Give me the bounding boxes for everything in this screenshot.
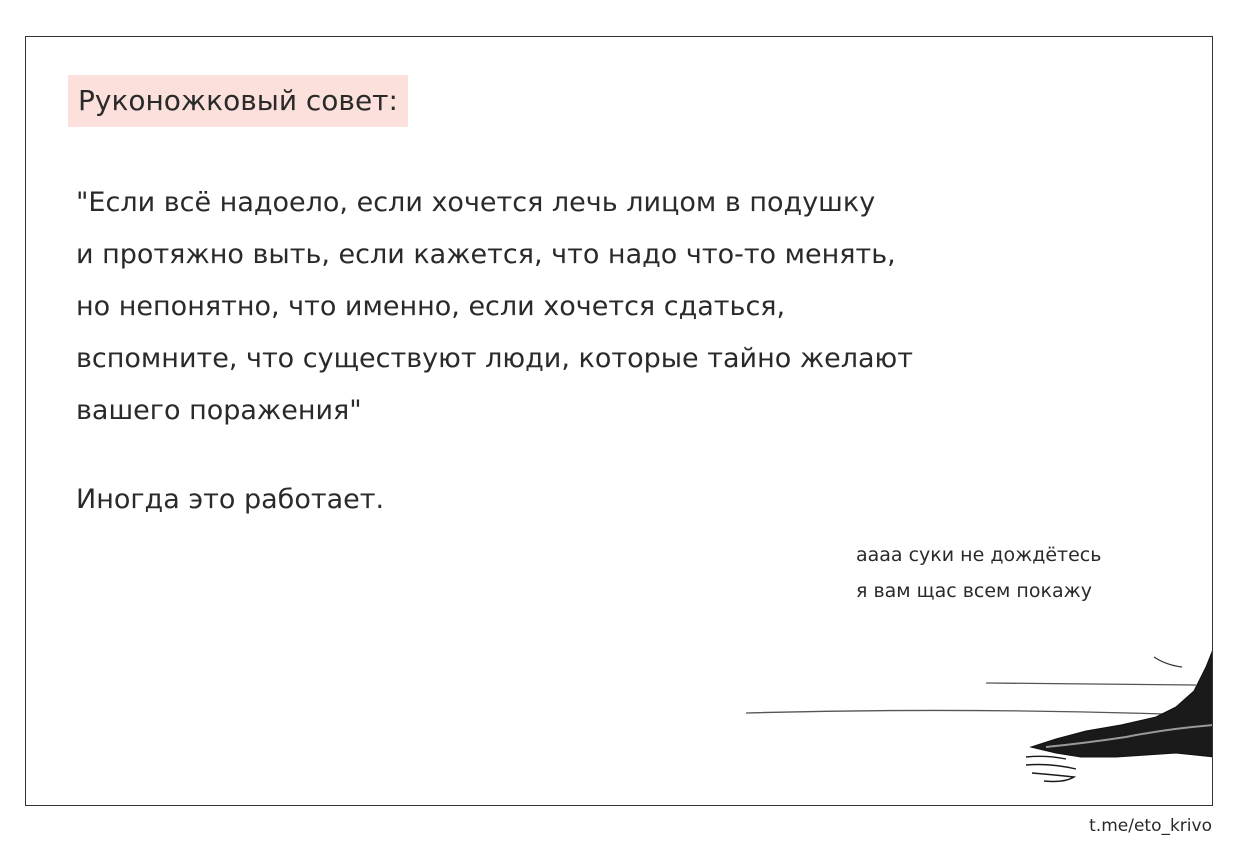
advice-quote bbox=[76, 177, 913, 437]
speech-line: я вам щас всем покажу bbox=[856, 580, 1092, 602]
panel-title: Руконожковый совет: bbox=[68, 75, 408, 127]
speech-line: аааа суки не дождётесь bbox=[856, 544, 1102, 566]
quote-line: но непонятно, что именно, если хочется сдаться, bbox=[76, 291, 786, 322]
speech-text bbox=[856, 537, 1101, 609]
quote-line: вспомните, что существуют люди, которые тайно желают bbox=[76, 343, 914, 374]
conclusion-text: Иногда это работает. bbox=[76, 484, 385, 515]
quote-line: и протяжно выть, если кажется, что надо что-то менять, bbox=[76, 239, 896, 270]
quote-line: "Если всё надоело, если хочется лечь лицом в подушку bbox=[76, 187, 876, 218]
credit-link[interactable]: t.me/eto_krivo bbox=[1089, 816, 1212, 836]
comic-panel bbox=[25, 36, 1213, 806]
quote-line: вашего поражения" bbox=[76, 395, 362, 426]
hand-drawn-creature-with-motion-lines-icon bbox=[726, 607, 1213, 806]
